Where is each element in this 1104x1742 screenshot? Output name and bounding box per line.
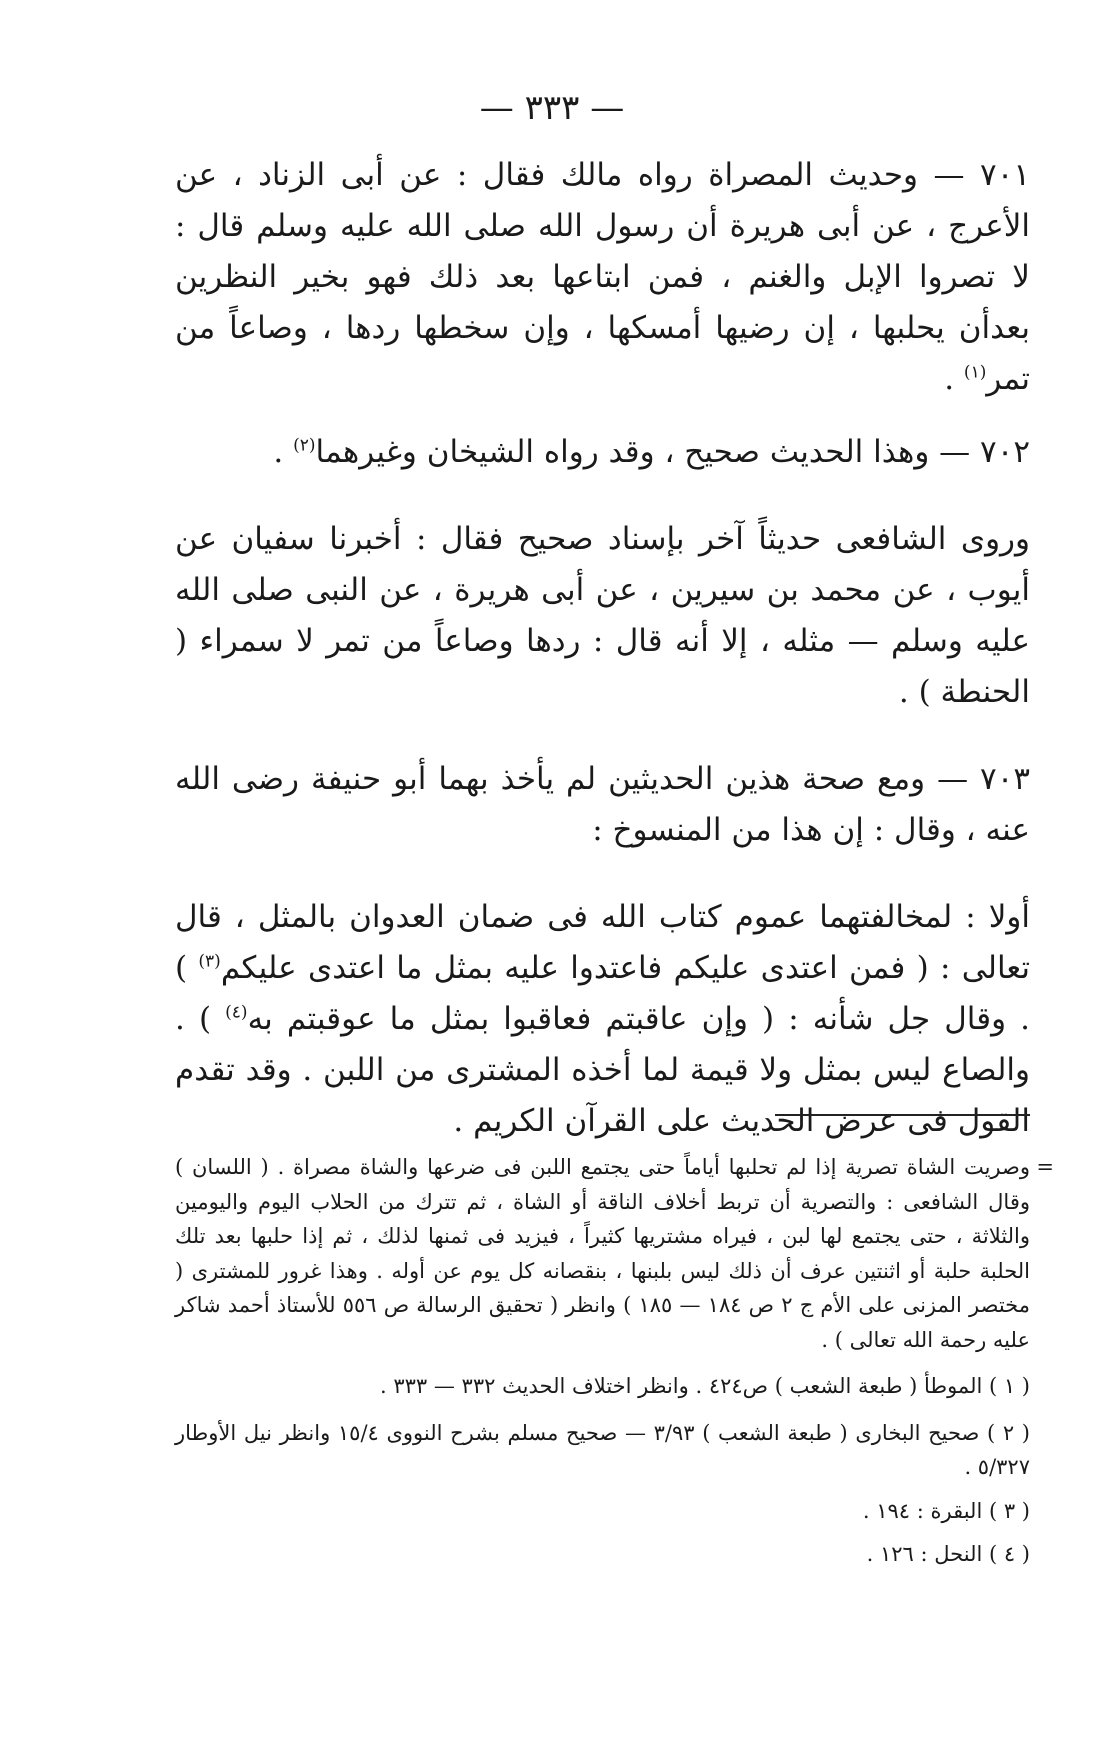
paragraph-701-text: ٧٠١ — وحديث المصراة رواه مالك فقال : عن أبى الزناد ، عن الأعرج ، عن أبى هريرة أن رسول الله صلى الله عليه وسلم قال : لا تصروا الإبل والغنم ، فمن ابتاعها بعد ذلك فهو بخير النظرين بعدأن يحلبها ، إن رضيها أمسكها ، وإن سخطها ردها ، وصاعاً من تمر (175, 157, 1030, 397)
paragraph-702-text: ٧٠٢ — وهذا الحديث صحيح ، وقد رواه الشيخان وغيرهما (315, 434, 1030, 470)
footnote-ref-4: (٤) (225, 1002, 248, 1023)
footnotes (175, 1150, 1054, 1572)
paragraph-702 (175, 427, 1030, 478)
paragraph-shafii: وروى الشافعى حديثاً آخر بإسناد صحيح فقال : أخبرنا سفيان عن أيوب ، عن محمد بن سيرين ، عن أبى هريرة ، عن النبى صلى الله عليه وسلم — مثله ، إلا أنه قال : ردها وصاعاً من تمر لا سمراء ( الحنطة ) . (175, 521, 1030, 710)
paragraph-701-tail: . (944, 361, 964, 397)
footnote-2: ( ٢ ) صحيح البخارى ( طبعة الشعب ) ٣/٩٣ — صحيح مسلم بشرح النووى ١٥/٤ وانظر نيل الأوطار ٥/٣٢٧ . (175, 1420, 1030, 1479)
footnote-4: ( ٤ ) النحل : ١٢٦ . (866, 1542, 1030, 1566)
first-reason-part-2: ) . وقال جل شأنه : ( وإن عاقبتم فعاقبوا بمثل ما عوقبتم به (175, 950, 1030, 1037)
footnote-ref-3: (٣) (198, 951, 221, 972)
main-text (175, 150, 1030, 1147)
footnote-ref-1: (١) (963, 362, 987, 383)
footnote-ref-2: (٢) (293, 435, 316, 456)
page-number: — ٣٣٣ — (479, 88, 625, 128)
first-reason-part-3: ) . والصاع ليس بمثل ولا قيمة لما أخذه المشترى من اللبن . وقد تقدم القول فى عرض الحديث على القرآن الكريم . (175, 1001, 1030, 1139)
footnote-3: ( ٣ ) البقرة : ١٩٤ . (862, 1498, 1030, 1523)
footnote-continuation-text: وصريت الشاة تصرية إذا لم تحلبها أياماً حتى يجتمع اللبن فى ضرعها والشاة مصراة . ( اللسان ) وقال الشافعى : والتصرية أن تربط أخلاف الناقة أو الشاة ، ثم تترك من الحلاب اليوم واليومين والثلاثة ، حتى يجتمع لها لبن ، فيراه مشتريها كثيراً ، فيزيد فى ثمنها لذلك ، ثم إذا حلبها بعد تلك الحلبة حلبة أو اثنتين عرف أن ذلك ليس بلبنها ، بنقصانه كل يوم عن أوله . وهذا غرور للمشترى ( مختصر المزنى على الأم ج ٢ ص ١٨٤ — ١٨٥ ) وانظر ( تحقيق الرسالة ص ٥٥٦ للأستاذ أحمد شاكر عليه رحمة الله تعالى ) . (175, 1155, 1030, 1352)
first-reason-part-1: أولا : لمخالفتهما عموم كتاب الله فى ضمان العدوان بالمثل ، قال تعالى : ( فمن اعتدى عليكم فاعتدوا عليه بمثل ما اعتدى عليكم (175, 899, 1031, 986)
footnote-separator (775, 1114, 1030, 1116)
paragraph-702-tail: . (273, 434, 294, 470)
continuation-mark: = (1036, 1155, 1054, 1179)
footnote-continuation (175, 1150, 1054, 1357)
paragraph-703: ٧٠٣ — ومع صحة هذين الحديثين لم يأخذ بهما أبو حنيفة رضى الله عنه ، وقال : إن هذا من المنسوخ : (175, 761, 1030, 848)
paragraph-first-reason (175, 892, 1030, 1147)
paragraph-701 (175, 150, 1030, 405)
footnote-1: ( ١ ) الموطأ ( طبعة الشعب ) ص٤٢٤ . وانظر اختلاف الحديث ٣٣٢ — ٣٣٣ . (379, 1374, 1030, 1398)
